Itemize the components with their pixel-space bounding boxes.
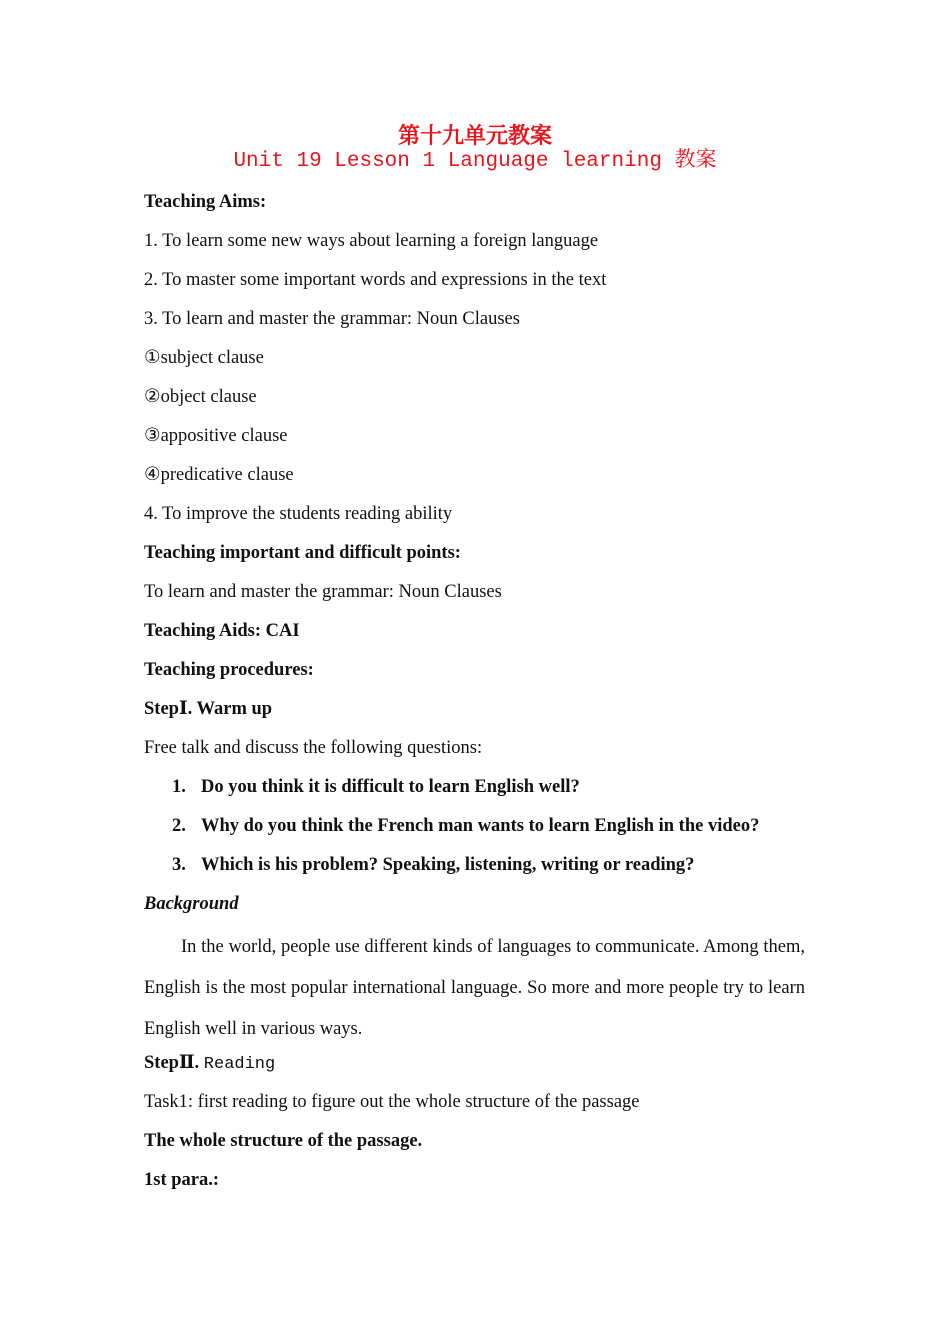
aim-subitem: ②object clause [144,387,257,407]
aim-item: 3. To learn and master the grammar: Noun Clauses [144,309,520,329]
aim-subitem: ③appositive clause [144,426,288,446]
task1-text: Task1: first reading to figure out the whole structure of the passage [144,1092,640,1112]
aims-heading: Teaching Aims: [144,192,267,212]
question-number: 1. [172,777,186,797]
points-heading: Teaching important and difficult points: [144,543,461,563]
question-item [172,775,580,799]
points-text: To learn and master the grammar: Noun Clauses [144,582,502,602]
structure-heading: The whole structure of the passage. [144,1131,423,1151]
question-text: Do you think it is difficult to learn English well? [201,777,580,797]
aim-item: 1. To learn some new ways about learning a foreign language [144,231,599,251]
procedures-heading: Teaching procedures: [144,660,314,680]
aim-item: 4. To improve the students reading ability [144,504,453,524]
step1-intro: Free talk and discuss the following questions: [144,738,483,758]
title-chinese: 第十九单元教案 [397,123,552,149]
title-english: Unit 19 Lesson 1 Language learning 教案 [233,150,717,173]
question-text: Which is his problem? Speaking, listening, writing or reading? [201,855,695,875]
question-number: 3. [172,855,186,875]
para1-label: 1st para.: [144,1170,220,1190]
aids-heading: Teaching Aids: CAI [144,621,300,641]
aim-subitem: ①subject clause [144,348,264,368]
background-heading: Background [144,894,239,914]
question-text: Why do you think the French man wants to learn English in the video? [201,816,760,836]
background-paragraph: In the world, people use different kinds of languages to communicate. Among them, English is the most popular international language. So more and more people try to learn English well in various ways. [144,937,805,1039]
question-item [172,814,759,838]
step2-heading-suffix: Reading [203,1055,276,1074]
question-number: 2. [172,816,186,836]
aim-subitem: ④predicative clause [144,465,294,485]
step2-heading [144,1051,275,1077]
step1-heading: StepⅠ. Warm up [144,699,273,719]
aim-item: 2. To master some important words and expressions in the text [144,270,607,290]
step2-heading-prefix: StepⅡ. [144,1053,200,1073]
question-item [172,853,694,877]
